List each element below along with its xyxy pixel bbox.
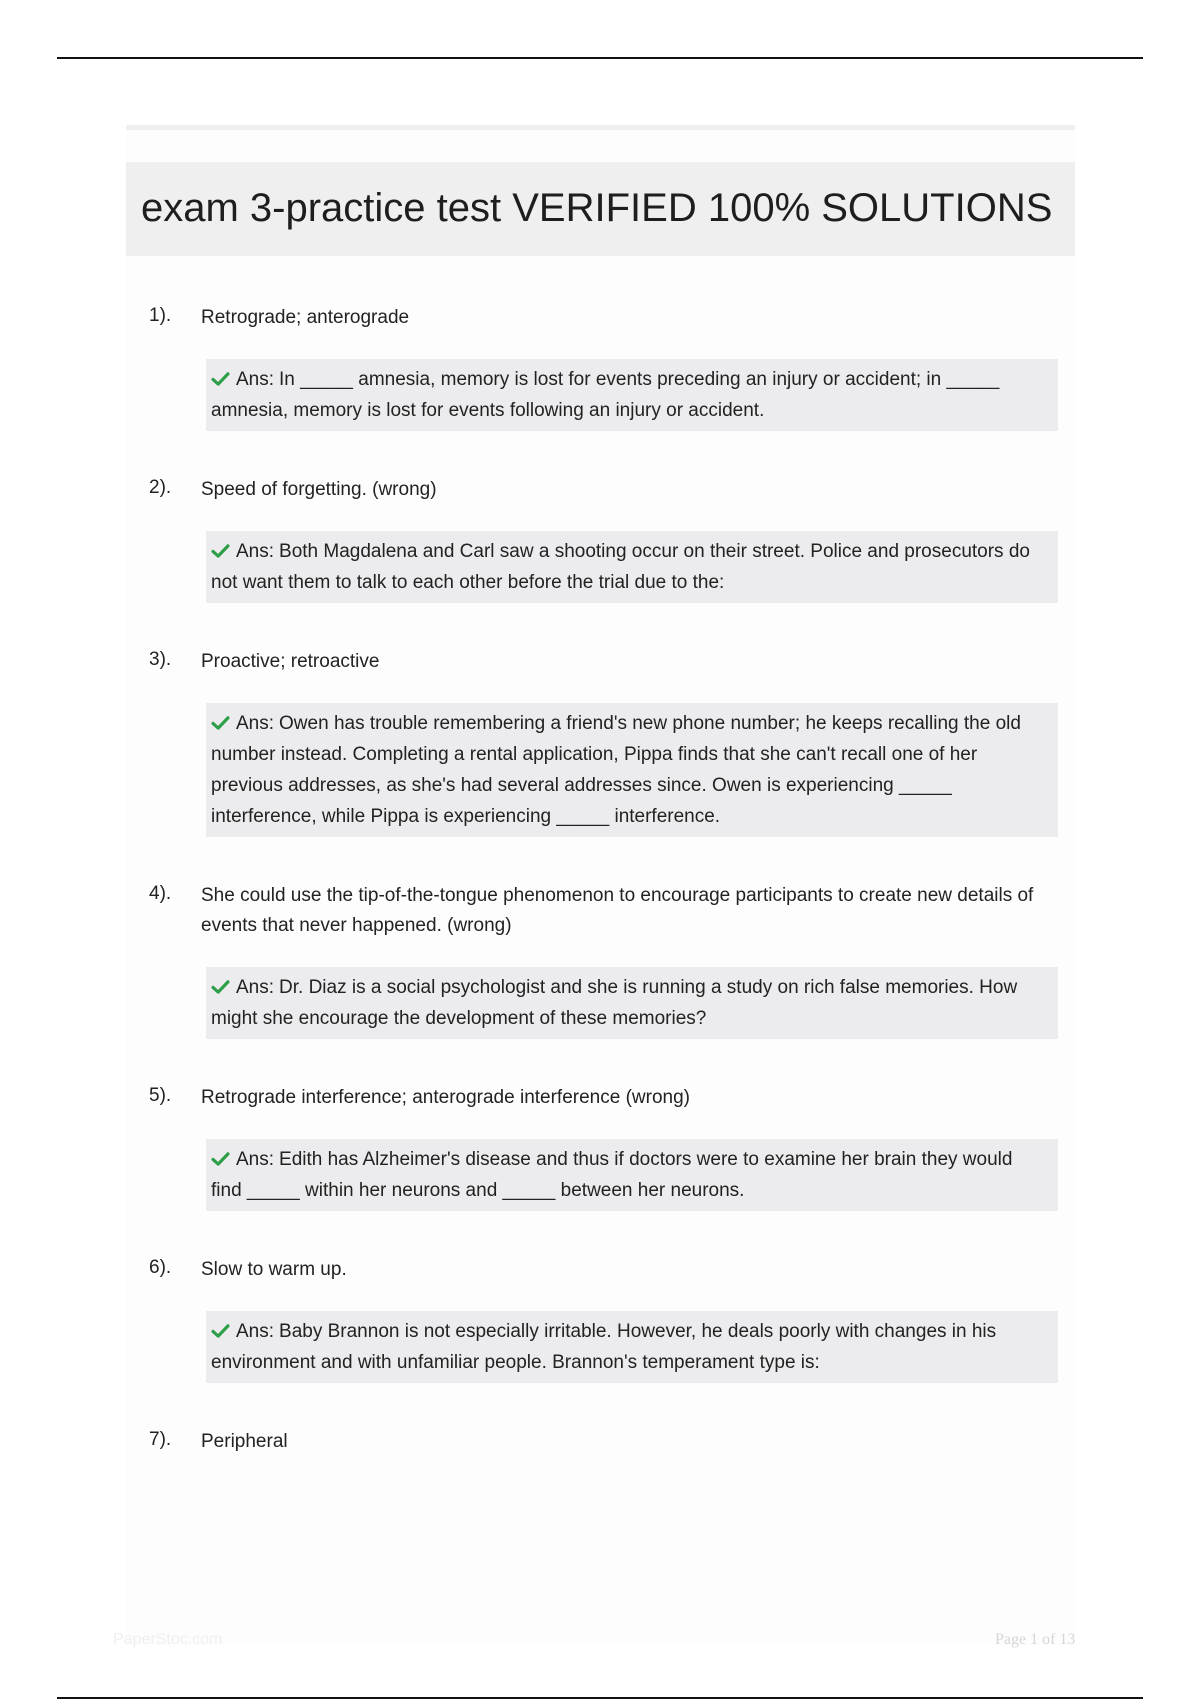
question-item — [126, 1255, 1075, 1383]
question-item — [126, 647, 1075, 837]
question-number: 5). — [149, 1085, 172, 1106]
checkmark-icon — [211, 372, 230, 386]
question-header — [126, 881, 1075, 941]
answer-prefix: Ans: — [236, 1321, 275, 1342]
question-header — [126, 303, 1075, 333]
question-item — [126, 881, 1075, 1039]
answer-box — [206, 531, 1058, 603]
bottom-rule — [57, 1697, 1143, 1699]
checkmark-icon — [211, 716, 230, 730]
footer-watermark: PaperStoc.com — [113, 1631, 223, 1648]
answer-prefix: Ans: — [236, 369, 275, 390]
question-header — [126, 1427, 1075, 1457]
checkmark-icon — [211, 1324, 230, 1338]
answer-box — [206, 1139, 1058, 1211]
question-term: Peripheral — [201, 1431, 288, 1452]
question-item — [126, 475, 1075, 603]
question-term: She could use the tip-of-the-tongue phenomenon to encourage participants to create new details of events that never happened. (wrong) — [201, 885, 1034, 936]
answer-text: Edith has Alzheimer's disease and thus if doctors were to examine her brain they would find _____ within her neurons and _____ between her neurons. — [211, 1149, 1013, 1201]
checkmark-icon — [211, 544, 230, 558]
question-number: 7). — [149, 1429, 172, 1450]
question-item — [126, 303, 1075, 431]
checkmark-icon — [211, 1152, 230, 1166]
question-term: Retrograde; anterograde — [201, 307, 410, 328]
answer-text: In _____ amnesia, memory is lost for events preceding an injury or accident; in _____ amnesia, memory is lost for events following an injury or accident. — [211, 369, 1000, 421]
answer-prefix: Ans: — [236, 541, 275, 562]
question-number: 1). — [149, 305, 172, 326]
question-number: 3). — [149, 649, 172, 670]
checkmark-icon — [211, 980, 230, 994]
top-rule — [57, 57, 1143, 59]
document-title: exam 3-practice test VERIFIED 100% SOLUTIONS — [141, 186, 1053, 230]
question-term: Retrograde interference; anterograde interference (wrong) — [201, 1087, 690, 1108]
answer-text: Both Magdalena and Carl saw a shooting occur on their street. Police and prosecutors do not want them to talk to each other before the trial due to the: — [211, 541, 1030, 593]
question-header — [126, 647, 1075, 677]
answer-text: Dr. Diaz is a social psychologist and she is running a study on rich false memories. How might she encourage the development of these memories? — [211, 977, 1018, 1029]
question-term: Slow to warm up. — [201, 1259, 347, 1280]
question-item — [126, 1083, 1075, 1211]
title-banner — [126, 162, 1075, 256]
question-term: Proactive; retroactive — [201, 651, 380, 672]
question-header — [126, 475, 1075, 505]
question-list — [126, 303, 1075, 1501]
answer-text: Baby Brannon is not especially irritable. However, he deals poorly with changes in his environment and with unfamiliar people. Brannon's temperament type is: — [211, 1321, 997, 1373]
page-number: Page 1 of 13 — [995, 1631, 1076, 1648]
document-sheet — [126, 125, 1075, 1645]
question-number: 6). — [149, 1257, 172, 1278]
question-item — [126, 1427, 1075, 1457]
question-number: 4). — [149, 883, 172, 904]
answer-prefix: Ans: — [236, 1149, 275, 1170]
answer-text: Owen has trouble remembering a friend's new phone number; he keeps recalling the old number instead. Completing a rental application, Pippa finds that she can't recall one of her previous addresses, as she's had several addresses since. Owen is experiencing _____ interference, while Pippa is experiencing _____ interference. — [211, 713, 1021, 827]
answer-prefix: Ans: — [236, 713, 275, 734]
question-term: Speed of forgetting. (wrong) — [201, 479, 437, 500]
question-header — [126, 1255, 1075, 1285]
question-header — [126, 1083, 1075, 1113]
answer-box — [206, 1311, 1058, 1383]
answer-box — [206, 967, 1058, 1039]
question-number: 2). — [149, 477, 172, 498]
answer-box — [206, 359, 1058, 431]
answer-box — [206, 703, 1058, 837]
answer-prefix: Ans: — [236, 977, 275, 998]
sheet-divider — [126, 125, 1075, 130]
